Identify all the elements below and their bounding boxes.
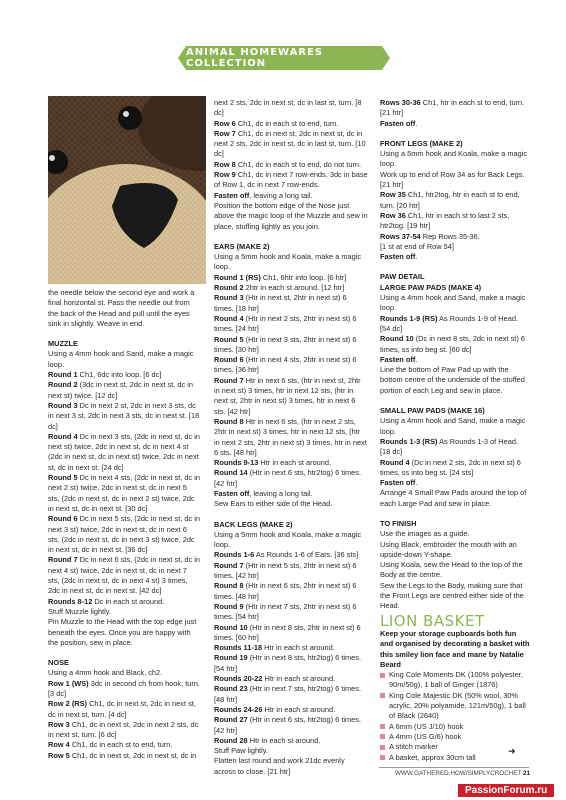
row-text: Dc in each st around.: [92, 596, 165, 606]
row-label: Row 1 (WS): [48, 678, 89, 688]
row-text: Ch1, htr2tog, htr in each st to end, turn. [20 htr]: [380, 190, 520, 210]
instruction-row: [380, 355, 530, 365]
row-label: Round 1 (RS): [214, 272, 261, 282]
row-text: As Rounds 1-9 of Head. [54 dc]: [380, 313, 519, 333]
row-text: (Htr in next 7 sts, 2htr in next st) 6 times. [54 htr]: [214, 601, 357, 622]
instruction-row: [48, 514, 200, 555]
instruction-row: [214, 561, 368, 582]
row-text: Ch1, dc in each st to end, do not turn.: [235, 159, 362, 169]
row-label: Rows 37-54: [380, 231, 421, 241]
instruction-row: [214, 160, 368, 170]
row-text: (3dc in next st, 2dc in next st, dc in next st) twice. [12 dc]: [48, 380, 193, 400]
row-label: Row 5: [48, 750, 70, 760]
instruction-row: [214, 129, 368, 160]
row-text: Ch1, dc in each st to end, turn.: [235, 118, 339, 128]
paragraph-gap: [214, 232, 368, 242]
row-text: (Htr in next 3 sts, 2htr in next st) 6 times. [30 htr]: [214, 334, 357, 354]
row-label: Rounds 11-18: [214, 643, 263, 653]
instruction-row: [214, 293, 368, 314]
paragraph: Using a 4mm hook and Sand, make a magic loop.: [380, 416, 526, 436]
materials-list-item: A 6mm (US J/10) hook: [380, 722, 530, 732]
instruction-row: [214, 468, 368, 489]
instruction-row: [214, 623, 368, 644]
row-text: Htr in next 6 sts, (htr in next 2 sts, 2htr in next st) 3 times, htr in next 12 sts, (htr in next 2 sts, 2htr in next st) 3 times, htr in next 6 sts. [48 htr]: [214, 416, 367, 457]
instruction-row: [214, 458, 368, 468]
paragraph: Arrange 4 Small Paw Pads around the top of each Large Pad and sew in place.: [380, 488, 527, 508]
row-label: Round 19: [214, 653, 248, 663]
row-text: Ch1, dc in next st, 2dc in next st, dc in next 2 sts, 2dc in next st, dc in last st, turn. [10 dc]: [214, 128, 366, 159]
row-label: Round 8: [214, 581, 244, 591]
instruction-row: [214, 273, 368, 283]
row-text: Ch1, dc in next 7 row-ends, 3dc in base of Row 1, dc in next 7 row-ends.: [214, 170, 368, 190]
row-text: .: [415, 252, 418, 262]
paragraph: [1 st at end of Row 54]: [380, 241, 454, 251]
paragraph: Work up to end of Row 34 as for Back Legs. [21 htr]: [380, 169, 525, 190]
paragraph: Flatten last round and work 21dc evenly across to close. [21 htr]: [214, 756, 345, 776]
section-banner: [186, 46, 382, 70]
paragraph-gap: [48, 648, 200, 658]
row-text: Ch1, htr in each st to last 2 sts, htr2tog. [19 htr]: [380, 210, 510, 231]
instruction-row: [214, 602, 368, 623]
instruction-row: [48, 740, 200, 750]
row-label: Rounds 1-3 (RS): [380, 436, 438, 446]
lion-basket-intro: Keep your storage cupboards both fun and organised by decorating a basket with this smiley lion face and mane by Natalie Beard: [380, 628, 530, 669]
row-label: Rounds 1-9 (RS): [380, 313, 438, 323]
row-label: Rounds 1-6: [214, 550, 255, 560]
instruction-row: [380, 437, 530, 458]
row-text: Ch1, dc in next st, 2dc in next st, dc in: [69, 750, 197, 760]
row-label: Round 23: [214, 684, 248, 694]
row-label: Round 2: [214, 283, 244, 293]
row-label: Row 8: [214, 159, 236, 169]
paragraph: Use the images as a guide.: [380, 529, 470, 539]
row-label: Round 1: [48, 370, 78, 380]
row-label: Fasten off: [380, 478, 416, 488]
row-label: Round 27: [214, 715, 248, 725]
row-label: Fasten off: [380, 118, 416, 128]
section-heading: EARS (MAKE 2): [214, 241, 270, 251]
instruction-row: [214, 489, 368, 499]
instruction-row: [214, 674, 368, 684]
paragraph: Stuff Paw lightly.: [214, 746, 268, 756]
row-text: Htr in each st around.: [262, 704, 336, 714]
section-heading: PAW DETAIL: [380, 272, 425, 282]
row-text: Ch1, htr in each st to end, turn. [21 htr]: [380, 98, 525, 118]
instruction-row: [48, 432, 200, 473]
row-label: Round 8: [214, 416, 244, 426]
paragraph: Using Black, embroider the mouth with an upside-down Y-shape.: [380, 539, 517, 559]
materials-list-item: A stitch marker: [380, 742, 530, 752]
paragraph: Using a 4mm hook and Sand, make a magic loop.: [48, 349, 194, 369]
row-label: Round 14: [214, 468, 248, 478]
row-text: Dc in next 2 st, 2dc in next 3 sts, dc in next 3 st, 2dc in next 3 sts, dc in next st. [18 dc]: [48, 400, 200, 431]
paragraph: Pin Muzzle to the Head with the top edge just beneath the eyes. Once you are happy with the position, sew in place.: [48, 617, 197, 647]
paragraph: Sew Ears to either side of the Head.: [214, 499, 333, 509]
row-text: (Htr in next 6 sts, 2htr in next st) 6 times. [48 htr]: [214, 581, 357, 601]
row-label: Row 6: [214, 118, 236, 128]
row-text: As Rounds 1-3 of Head. [18 dc]: [380, 436, 519, 457]
instruction-row: [214, 119, 368, 129]
row-label: Round 6: [48, 514, 78, 524]
instruction-row: [380, 119, 530, 129]
section-heading: SMALL PAW PADS (MAKE 16): [380, 406, 485, 416]
row-label: Row 9: [214, 170, 236, 180]
paragraph: Using a 5mm hook and Koala, make a magic loop.: [214, 252, 362, 272]
row-label: Rounds 9-13: [214, 458, 259, 468]
row-text: Htr in each st around.: [262, 674, 336, 684]
row-text: , leaving a long tail.: [249, 488, 313, 498]
instruction-row: [214, 170, 368, 191]
instruction-row: [48, 720, 200, 741]
row-text: , leaving a long tail.: [249, 190, 313, 200]
row-label: Fasten off: [380, 354, 416, 364]
paragraph: next 2 sts, 2dc in next st, dc in last st, turn. [8 dc]: [214, 98, 362, 118]
row-label: Round 3: [214, 293, 244, 303]
row-text: Htr in each st around.: [258, 458, 332, 468]
row-text: (Htr in next 7 sts, htr2tog) 6 times. [48 htr]: [214, 684, 362, 704]
row-label: Rounds 8-12: [48, 596, 93, 606]
row-text: Ch1, dc in next st, 2dc in next 2 sts, dc in next st, turn. [6 dc]: [48, 719, 199, 740]
row-text: .: [415, 478, 418, 488]
row-text: Htr in each st around.: [262, 643, 335, 653]
row-text: Ch1, dc in each st to end, turn.: [69, 740, 173, 750]
instruction-row: [380, 190, 530, 211]
row-label: Round 4: [380, 457, 410, 467]
paragraph-gap: [214, 510, 368, 520]
paragraph: the needle below the second eye and work a final horizontal st. Pass the needle out from the back of the Head and pull until the eyes sink in slightly. Weave in end.: [48, 288, 195, 328]
row-label: Fasten off: [214, 190, 250, 200]
instruction-row: [214, 653, 368, 674]
section-heading: BACK LEGS (MAKE 2): [214, 519, 293, 529]
row-text: .: [415, 354, 418, 364]
instruction-row: [214, 314, 368, 335]
instruction-row: [214, 355, 368, 376]
row-label: Round 9: [214, 601, 244, 611]
section-heading: FRONT LEGS (MAKE 2): [380, 138, 463, 148]
materials-list-item: King Cole Moments DK (100% polyester, 90m/50g), 1 ball of Ginger (1876): [380, 670, 530, 691]
paragraph: Using a 4mm hook and Sand, make a magic loop.: [380, 293, 526, 313]
row-text: Htr in each st around.: [247, 735, 321, 745]
paragraph-gap: [48, 329, 200, 339]
column-middle: [214, 98, 368, 777]
row-text: 3dc in second ch from hook, turn. [3 dc]: [48, 678, 200, 698]
instruction-row: [214, 283, 368, 293]
row-text: (Htr in next 6 sts, htr2tog) 6 times. [42 htr]: [214, 715, 362, 735]
instruction-row: [214, 715, 368, 736]
row-label: Round 6: [214, 355, 244, 365]
page-footer: [380, 770, 530, 777]
row-text: (Dc in next 2 sts, 2dc in next st) 6 times, ss into beg st. [24 sts]: [380, 457, 521, 477]
row-label: Rounds 24-26: [214, 704, 263, 714]
row-label: Rows 30-36: [380, 98, 421, 107]
paragraph: Using a 5mm hook and Koala, make a magic loop.: [214, 529, 362, 550]
instruction-row: [48, 751, 200, 761]
instruction-row: [380, 478, 530, 488]
row-text: .: [415, 118, 418, 128]
section-heading: MUZZLE: [48, 339, 78, 349]
row-text: Dc in next 6 sts, (2dc in next st, dc in next 4 st) twice, 2dc in next st, dc in next 7 sts, (2dc in next st, dc in next 4 st) 3 times, 2dc in next st, dc in next st. [42 dc]: [48, 555, 200, 596]
row-label: Row 36: [380, 210, 406, 220]
paragraph: Using a 4mm hook and Black, ch2.: [48, 668, 163, 678]
section-heading: NOSE: [48, 658, 69, 668]
row-text: Htr in next 6 sts, (htr in next st, 2htr in next st) 3 times, htr in next 12 sts, (htr in next st, 2htr in next st) 3 times, htr in next 6 sts. [42 htr]: [214, 375, 361, 416]
row-label: Round 4: [48, 431, 78, 441]
row-label: Rounds 20-22: [214, 674, 263, 684]
row-text: (Htr in next st, 2htr in next st) 6 times. [18 htr]: [214, 293, 347, 313]
instruction-row: [380, 314, 530, 335]
footer-url: WWW.GATHERED.HOW/SIMPLYCROCHET: [394, 770, 522, 777]
row-label: Round 5: [48, 473, 78, 483]
row-label: Round 7: [214, 375, 244, 385]
column-right: [380, 98, 530, 763]
page-number: 21: [522, 770, 530, 777]
paragraph: Using Koala, sew the Head to the top of the Body at the centre.: [380, 560, 523, 580]
instruction-row: [380, 98, 530, 119]
column-right-instructions: [380, 98, 530, 612]
paragraph: Sew the Legs to the Body, making sure that the Front Legs are centred either side of the Head.: [380, 580, 524, 611]
row-label: Round 10: [214, 622, 248, 632]
row-text: Rep Rows 35-36.: [420, 231, 480, 241]
arrow-right-icon: ➜: [508, 746, 516, 756]
instruction-row: [380, 252, 530, 262]
row-label: Round 10: [380, 334, 414, 344]
paragraph-gap: [380, 509, 530, 519]
row-label: Round 3: [48, 400, 78, 410]
instruction-row: [214, 684, 368, 705]
watermark: PassionForum.ru: [458, 784, 554, 797]
section-heading: LARGE PAW PADS (MAKE 4): [380, 282, 482, 292]
instruction-row: [214, 705, 368, 715]
instruction-row: [48, 380, 200, 401]
instruction-row: [48, 473, 200, 514]
row-label: Fasten off: [214, 488, 250, 498]
footer-rule: [379, 767, 529, 768]
row-label: Row 3: [48, 719, 70, 729]
instruction-row: [214, 191, 368, 201]
instruction-row: [380, 458, 530, 479]
row-text: Ch1, 6htr into loop. [6 htr]: [260, 272, 347, 282]
instruction-row: [214, 376, 368, 417]
instruction-row: [48, 401, 200, 432]
section-heading: TO FINISH: [380, 518, 417, 528]
row-text: Dc in next 5 sts, (2dc in next st, dc in next 3 st) twice, 2dc in next st, dc in next 6 sts, (2dc in next st, dc in next 3 st) twice, 2dc in next st, dc in next st. [36 dc]: [48, 514, 200, 555]
row-label: Fasten off: [380, 252, 416, 262]
banner-title: ANIMAL HOMEWARES COLLECTION: [186, 47, 324, 69]
bear-muzzle-photo: [48, 96, 206, 284]
materials-list-item: A 4mm (US G/6) hook: [380, 732, 530, 742]
row-text: (Htr in next 2 sts, 2htr in next st) 6 times. [24 htr]: [214, 313, 357, 334]
instruction-row: [48, 555, 200, 596]
row-text: (Htr in next 8 sts, htr2tog) 6 times. [54 htr]: [214, 653, 362, 673]
instruction-row: [380, 211, 530, 232]
paragraph-gap: [380, 129, 530, 139]
row-text: (Htr in next 8 sts, 2htr in next st) 6 times. [60 htr]: [214, 622, 361, 642]
instruction-row: [48, 597, 200, 607]
column-left: [48, 288, 200, 761]
row-label: Row 35: [380, 190, 406, 200]
instruction-row: [48, 699, 200, 720]
row-label: Round 5: [214, 334, 244, 344]
instruction-row: [214, 550, 368, 560]
instruction-row: [214, 335, 368, 356]
row-label: Row 7: [214, 128, 236, 138]
instruction-row: [214, 643, 368, 653]
instruction-row: [214, 581, 368, 602]
paragraph: Position the bottom edge of the Nose just above the magic loop of the Muzzle and sew in place, stuffing lightly as you join.: [214, 200, 368, 231]
row-text: (Htr in next 6 sts, htr2tog) 6 times. [42 htr]: [214, 468, 362, 488]
row-text: Ch1, 6dc into loop. [6 dc]: [77, 370, 162, 380]
paragraph: Stuff Muzzle lightly.: [48, 606, 111, 616]
row-label: Round 2: [48, 380, 78, 390]
row-text: (Dc in next 8 sts, 2dc in next st) 6 times, ss into beg st. [60 dc]: [380, 334, 525, 354]
instruction-row: [380, 334, 530, 355]
row-label: Round 28: [214, 735, 248, 745]
materials-list-item: King Cole Majestic DK (50% wool, 30% acrylic, 20% polyamide, 121m/50g), 1 ball of Black (2640): [380, 691, 530, 722]
instruction-row: [48, 679, 200, 700]
row-text: Ch1, dc in next st, 2dc in next st, dc in next st, turn. [4 dc]: [48, 699, 196, 719]
row-label: Round 4: [214, 313, 244, 323]
row-text: Dc in next 3 sts, (2dc in next st, dc in next st) twice, 2dc in next st, dc in next 4 st (2dc in next st, dc in next st) twice, 2dc in next st, dc in next st. [24 dc]: [48, 431, 200, 472]
instruction-row: [214, 417, 368, 458]
row-text: 2htr in each st around. [12 htr]: [243, 283, 345, 293]
row-text: Dc in next 4 sts, (2dc in next st, dc in next 2 st) twice, 2dc in next st, dc in next 5 sts, (2dc in next st, dc in next 2 st) twice, 2dc in next st, dc in next st. [30 dc]: [48, 473, 200, 513]
paragraph-gap: [380, 396, 530, 406]
paragraph: Using a 5mm hook and Koala, make a magic loop.: [380, 149, 528, 169]
paragraph: Line the bottom of Paw Pad up with the bottom centre of the underside of the stuffed portion of each Leg and sew in place.: [380, 365, 525, 395]
materials-list-item: A basket, approx 30cm tall: [380, 753, 530, 763]
row-text: As Rounds 1-6 of Ears. [36 sts]: [254, 550, 359, 560]
row-label: Round 7: [48, 555, 78, 565]
row-label: Row 2 (RS): [48, 699, 88, 709]
instruction-row: [380, 232, 530, 242]
row-text: (Htr in next 4 sts, 2htr in next st) 6 times. [36 htr]: [214, 355, 357, 375]
instruction-row: [48, 370, 200, 380]
row-label: Round 7: [214, 560, 244, 570]
instruction-row: [214, 736, 368, 746]
row-text: (Htr in next 5 sts, 2htr in next st) 6 times. [42 htr]: [214, 560, 357, 581]
paragraph-gap: [380, 262, 530, 272]
lion-basket-title: LION BASKET: [380, 611, 485, 630]
row-label: Row 4: [48, 740, 70, 750]
